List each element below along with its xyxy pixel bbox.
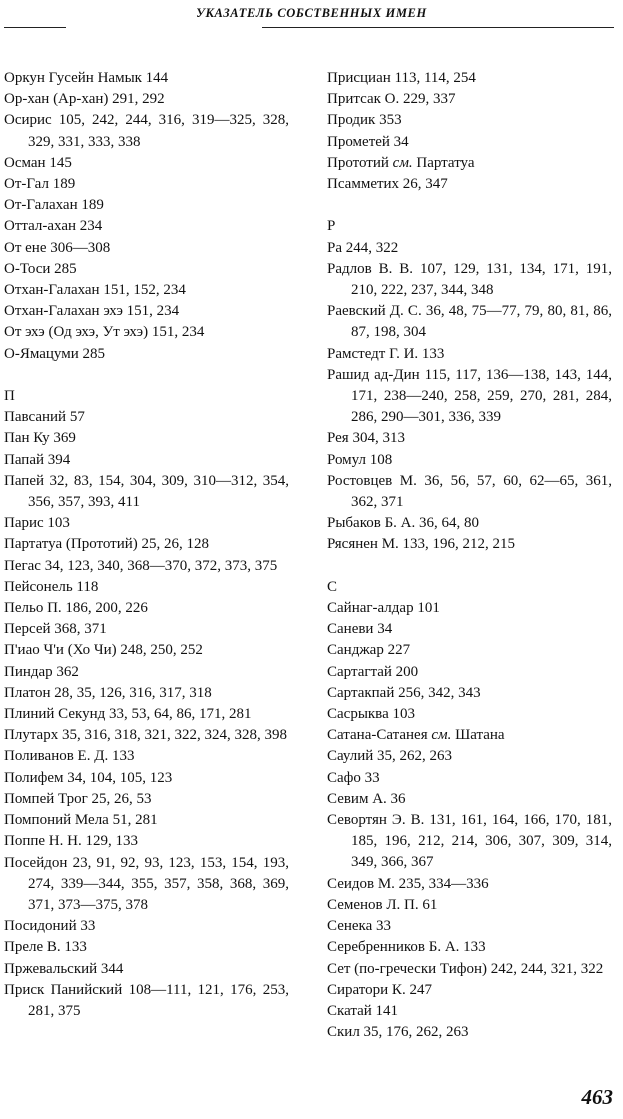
index-entry: Оркун Гусейн Намык 144: [4, 70, 169, 86]
index-entry: О-Тоси 285: [4, 260, 77, 277]
running-header: [0, 0, 623, 40]
index-entry: Присциан 113, 114, 254: [327, 70, 476, 86]
see-reference-marker: см.: [392, 154, 413, 171]
index-entry: Пегас 34, 123, 340, 368—370, 372, 373, 375: [4, 557, 278, 574]
index-entry: [327, 153, 612, 174]
index-entry: Саулий 35, 262, 263: [327, 748, 453, 765]
index-letter-heading: П: [4, 388, 15, 405]
index-entry: Скил 35, 176, 262, 263: [327, 1024, 469, 1041]
index-entry: Сет (по-гречески Тифон) 242, 244, 321, 322: [327, 960, 604, 977]
index-entry: Оттал-ахан 234: [4, 218, 103, 235]
index-entry: Сенека 33: [327, 918, 391, 935]
index-entry: От эхэ (Од эхэ, Ут эхэ) 151, 234: [4, 324, 205, 341]
index-entry: Притсак О. 229, 337: [327, 91, 456, 108]
index-entry: Парис 103: [4, 515, 70, 532]
index-entry: Поливанов Е. Д. 133: [4, 748, 135, 765]
entry-name: Сатана-Сатанея: [327, 727, 428, 744]
index-entry: Осирис 105, 242, 244, 316, 319—325, 328, 329, 331, 333, 338: [4, 112, 289, 150]
index-entry: Сартакпай 256, 342, 343: [327, 684, 481, 701]
index-entry: От-Гал 189: [4, 176, 76, 193]
index-entry: Сасрыква 103: [327, 706, 415, 723]
index-entry: Ра 244, 322: [327, 239, 399, 256]
index-letter-heading: Р: [327, 218, 336, 235]
index-entry: Сафо 33: [327, 769, 380, 786]
index-entry: Плутарх 35, 316, 318, 321, 322, 324, 328, 398: [4, 727, 287, 744]
index-entry: Сеидов М. 235, 334—336: [327, 875, 489, 892]
index-entry: Помпей Трог 25, 26, 53: [4, 790, 152, 807]
entry-name: Прототий: [327, 154, 389, 171]
index-entry: Ростовцев М. 36, 56, 57, 60, 62—65, 361, 362, 371: [327, 472, 612, 511]
index-entry: Помпоний Мела 51, 281: [4, 812, 158, 829]
header-rule-left: [4, 27, 66, 28]
index-entry: Скатай 141: [327, 1002, 399, 1019]
index-entry: Партатуа (Прототий) 25, 26, 128: [4, 536, 210, 553]
index-column-left: [4, 68, 289, 1022]
index-column-right: [327, 68, 612, 1043]
index-entry: Пржевальский 344: [4, 960, 124, 977]
index-entry: Папай 394: [4, 451, 71, 468]
index-entry: Осман 145: [4, 154, 72, 171]
index-entry: Раевский Д. С. 36, 48, 75—77, 79, 80, 81, 86, 87, 198, 304: [327, 303, 612, 341]
page-number: 463: [581, 1085, 613, 1109]
index-entry: Радлов В. В. 107, 129, 131, 134, 171, 191, 210, 222, 237, 344, 348: [327, 260, 612, 299]
index-entry: Преле В. 133: [4, 939, 87, 956]
index-entry: Санджар 227: [327, 642, 411, 659]
index-entry: Севортян Э. В. 131, 161, 164, 166, 170, 181, 185, 196, 212, 214, 306, 307, 309, 314, 349, 366, 367: [327, 812, 612, 871]
index-entry: Рясянен М. 133, 196, 212, 215: [327, 536, 516, 553]
index-entry: Пельо П. 186, 200, 226: [4, 600, 148, 617]
index-entry: Приск Панийский 108—111, 121, 176, 253, 281, 375: [4, 981, 289, 1019]
index-entry: Семенов Л. П. 61: [327, 896, 438, 913]
index-entry: Отхан-Галахан 151, 152, 234: [4, 282, 186, 299]
index-entry: Пиндар 362: [4, 663, 79, 680]
index-entry: Платон 28, 35, 126, 316, 317, 318: [4, 684, 212, 701]
index-entry: П'иао Ч'и (Хо Чи) 248, 250, 252: [4, 642, 203, 659]
index-entry: Посейдон 23, 91, 92, 93, 123, 153, 154, 193, 274, 339—344, 355, 357, 358, 368, 369, 371, 373—375, 378: [4, 854, 289, 913]
see-reference-target: Партатуа: [416, 154, 475, 171]
header-rule-main: [262, 27, 614, 28]
index-entry: [327, 725, 612, 746]
index-entry: Пан Ку 369: [4, 430, 76, 447]
see-reference-marker: см.: [431, 727, 452, 744]
index-entry: Сиратори К. 247: [327, 981, 432, 998]
index-entry: О-Ямацуми 285: [4, 345, 105, 362]
index-entry: Псамметих 26, 347: [327, 176, 448, 193]
see-reference-target: Шатана: [455, 727, 505, 744]
index-entry: Папей 32, 83, 154, 304, 309, 310—312, 354, 356, 357, 393, 411: [4, 472, 289, 511]
index-entry: Рашид ад-Дин 115, 117, 136—138, 143, 144, 171, 238—240, 258, 259, 270, 281, 284, 286, 290—301, 336, 339: [327, 366, 612, 426]
index-entry: Продик 353: [327, 112, 402, 129]
index-entry: Полифем 34, 104, 105, 123: [4, 769, 173, 786]
index-entry: Саневи 34: [327, 621, 393, 638]
index-entry: Поппе Н. Н. 129, 133: [4, 833, 138, 850]
index-entry: Сартагтай 200: [327, 663, 419, 680]
index-entry: От-Галахан 189: [4, 197, 104, 214]
running-header-title: УКАЗАТЕЛЬ СОБСТВЕННЫХ ИМЕН: [196, 6, 427, 20]
index-letter-heading: С: [327, 578, 338, 595]
index-entry: Ромул 108: [327, 451, 393, 468]
index-entry: Персей 368, 371: [4, 621, 107, 638]
index-entry: От ене 306—308: [4, 239, 111, 256]
index-entry: Прометей 34: [327, 133, 409, 150]
index-entry: Серебренников Б. А. 133: [327, 939, 486, 956]
index-entry: Посидоний 33: [4, 918, 96, 935]
index-entry: Отхан-Галахан эхэ 151, 234: [4, 303, 180, 320]
index-entry: Рамстедт Г. И. 133: [327, 345, 445, 362]
index-entry: Рыбаков Б. А. 36, 64, 80: [327, 515, 480, 532]
index-entry: Плиний Секунд 33, 53, 64, 86, 171, 281: [4, 706, 252, 723]
index-entry: Севим А. 36: [327, 790, 406, 807]
index-entry: Сайнаг-алдар 101: [327, 600, 440, 617]
index-entry: Павсаний 57: [4, 409, 85, 426]
index-entry: Ор-хан (Ар-хан) 291, 292: [4, 91, 165, 108]
index-entry: Пейсонель 118: [4, 578, 99, 595]
index-entry: Рея 304, 313: [327, 430, 405, 447]
